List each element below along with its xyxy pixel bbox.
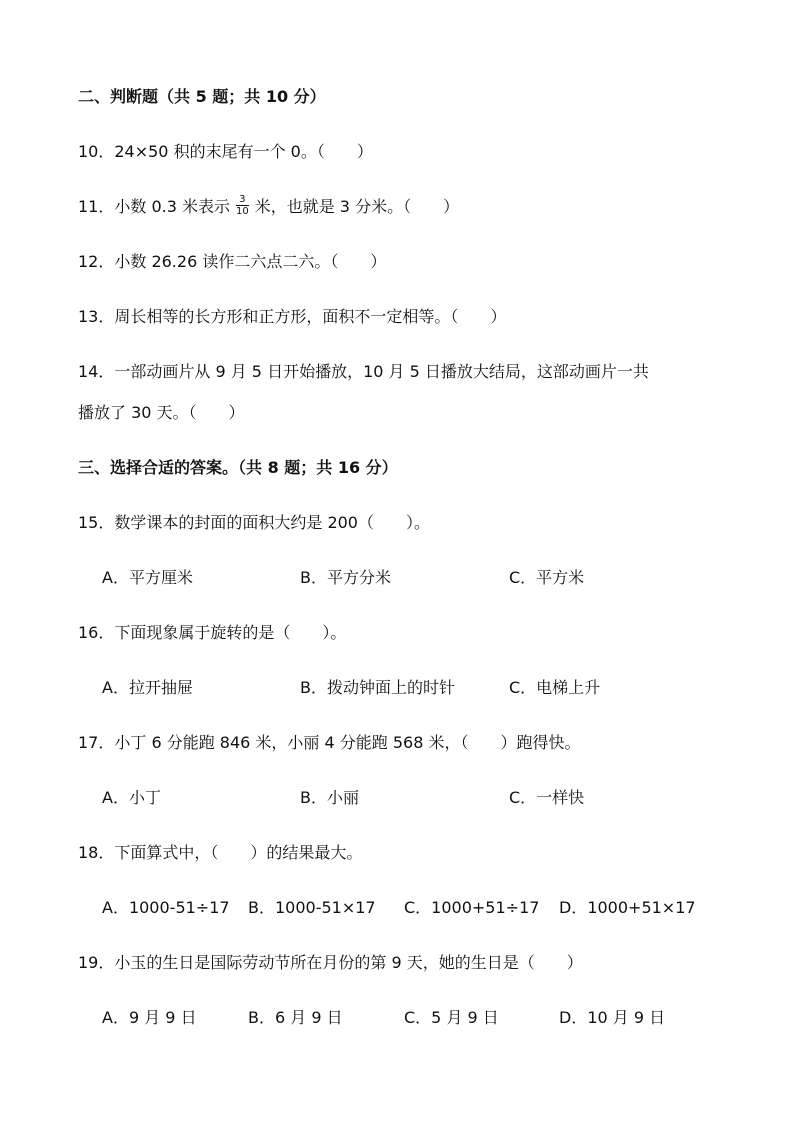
question-14-line2: 播放了 30 天。（ ） (78, 403, 245, 422)
option-17-c: C．一样快 (509, 788, 585, 807)
option-16-b: B．拨动钟面上的时针 (300, 678, 455, 697)
question-12: 12．小数 26.26 读作二六点二六。（ ） (78, 252, 387, 271)
question-10: 10．24×50 积的末尾有一个 0。（ ） (78, 142, 373, 161)
question-13: 13．周长相等的长方形和正方形，面积不一定相等。（ ） (78, 307, 507, 326)
fraction-numerator: 3 (236, 194, 249, 206)
option-17-b: B．小丽 (300, 788, 359, 807)
option-18-d: D．1000+51×17 (559, 898, 696, 917)
option-19-d: D．10 月 9 日 (559, 1008, 666, 1027)
option-15-c: C．平方米 (509, 568, 585, 587)
option-16-a: A．拉开抽屉 (102, 678, 193, 697)
option-17-a: A．小丁 (102, 788, 161, 807)
question-14-line1: 14．一部动画片从 9 月 5 日开始播放，10 月 5 日播放大结局，这部动画片一共 (78, 362, 649, 381)
option-18-b: B．1000-51×17 (248, 898, 376, 917)
question-16: 16．下面现象属于旋转的是（ ）。 (78, 623, 347, 642)
option-19-b: B．6 月 9 日 (248, 1008, 343, 1027)
question-15: 15．数学课本的封面的面积大约是 200（ ）。 (78, 513, 430, 532)
option-18-c: C．1000+51÷17 (404, 898, 540, 917)
option-16-c: C．电梯上升 (509, 678, 601, 697)
option-18-a: A．1000-51÷17 (102, 898, 230, 917)
section2-heading: 二、判断题（共 5 题；共 10 分） (78, 87, 326, 106)
question-11-text-before: 11．小数 0.3 米表示 (78, 197, 230, 216)
option-15-a: A．平方厘米 (102, 568, 193, 587)
option-19-a: A．9 月 9 日 (102, 1008, 197, 1027)
question-19: 19．小玉的生日是国际劳动节所在月份的第 9 天，她的生日是（ ） (78, 953, 583, 972)
question-11 (78, 195, 459, 219)
question-18: 18．下面算式中，（ ）的结果最大。 (78, 843, 363, 862)
fraction-denominator: 10 (235, 206, 249, 217)
question-17: 17．小丁 6 分能跑 846 米，小丽 4 分能跑 568 米，（ ）跑得快。 (78, 733, 581, 752)
section3-heading: 三、选择合适的答案。（共 8 题；共 16 分） (78, 458, 398, 477)
option-19-c: C．5 月 9 日 (404, 1008, 499, 1027)
question-11-text-after: 米，也就是 3 分米。（ ） (254, 197, 460, 216)
fraction-3-10 (236, 194, 249, 217)
option-15-b: B．平方分米 (300, 568, 391, 587)
